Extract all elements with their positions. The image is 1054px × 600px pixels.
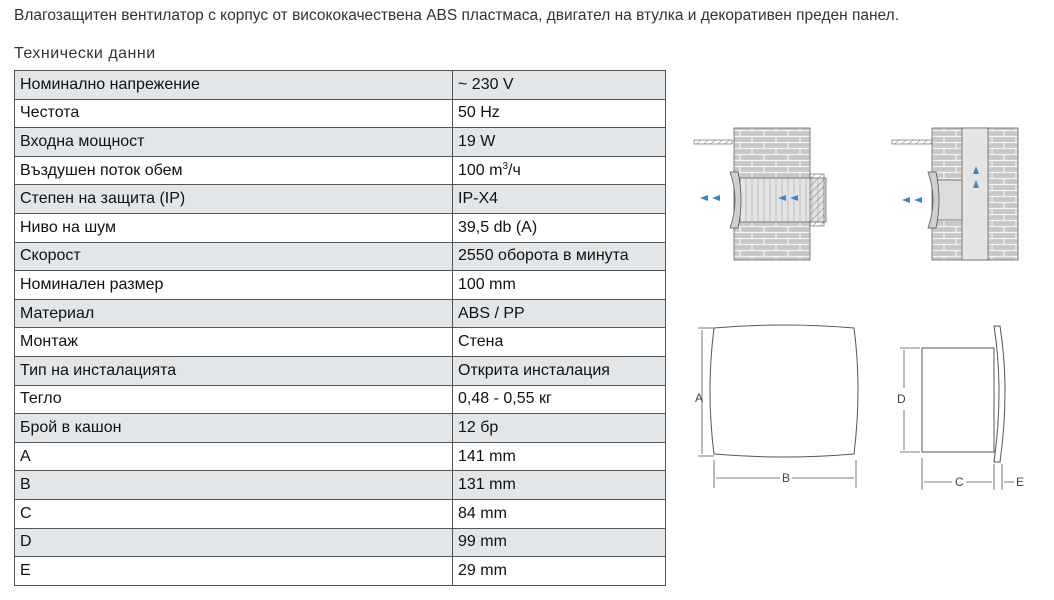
table-row [15,499,666,528]
spec-value: Стена [453,328,666,357]
spec-value: 0,48 - 0,55 кг [453,385,666,414]
spec-label: Честота [15,99,453,128]
table-row [15,471,666,500]
table-row [15,299,666,328]
spec-value [453,156,666,185]
dimension-label-b: B [782,471,791,485]
spec-value: ABS / PP [453,299,666,328]
spec-label: C [15,499,453,528]
spec-value: 141 mm [453,442,666,471]
specs-table [14,70,666,586]
spec-label: Номинален размер [15,271,453,300]
table-row [15,185,666,214]
dimension-label-e: E [1016,475,1025,489]
fan-body-side [922,348,994,452]
spec-label: B [15,471,453,500]
front-panel-side [994,326,1005,462]
spec-value: 19 W [453,128,666,157]
table-row [15,128,666,157]
spec-value: Открита инсталация [453,356,666,385]
fan-body [936,180,962,220]
fan-front-panel [928,172,939,228]
spec-label: D [15,528,453,557]
fan-front-panel [730,172,741,228]
spec-label: Входна мощност [15,128,453,157]
table-row [15,99,666,128]
spec-label: Степен на защита (IP) [15,185,453,214]
spec-label: Ниво на шум [15,213,453,242]
dimension-label-d: D [897,392,906,406]
spec-label: A [15,442,453,471]
spec-label: Брой в кашон [15,414,453,443]
installation-and-dimension-diagram [680,118,1040,498]
front-dimension-drawing [695,325,858,488]
ceiling-hatch [694,140,732,144]
table-row [15,271,666,300]
airflow-unit: /ч [508,161,521,179]
product-description: Влагозащитен вентилатор с корпус от висококачествена ABS пластмаса, двигател на втулка и декоративен преден панел. [14,7,900,24]
spec-label: Тип на инсталацията [15,356,453,385]
spec-value: IP-X4 [453,185,666,214]
table-row [15,213,666,242]
spec-label: Монтаж [15,328,453,357]
table-row [15,385,666,414]
ceiling-hatch [892,140,932,144]
spec-value: 131 mm [453,471,666,500]
shaft-mount-illustration [892,128,1018,260]
table-row [15,328,666,357]
airflow-value: 100 m [458,161,503,179]
airflow-exponent: 3 [502,160,509,172]
spec-label: Материал [15,299,453,328]
spec-value: 29 mm [453,557,666,586]
spec-value: 12 бр [453,414,666,443]
table-row [15,242,666,271]
front-panel-outline [710,325,858,457]
spec-label: Скорост [15,242,453,271]
table-row [15,414,666,443]
spec-label: E [15,557,453,586]
table-row [15,528,666,557]
table-row [15,71,666,100]
vertical-shaft [962,128,988,260]
section-title-technical-data: Технически данни [14,45,156,62]
spec-value: 2550 оборота в минута [453,242,666,271]
table-row [15,557,666,586]
dimension-label-a: A [695,391,704,405]
side-dimension-drawing [897,326,1024,490]
table-row [15,356,666,385]
dimension-label-c: C [955,475,964,489]
spec-label: Номинално напрежение [15,71,453,100]
outer-wall-hatch [810,174,824,226]
spec-value: 100 mm [453,271,666,300]
spec-label: Тегло [15,385,453,414]
spec-value: 50 Hz [453,99,666,128]
spec-value: 39,5 db (A) [453,213,666,242]
spec-label: Въздушен поток обем [15,156,453,185]
spec-value: 99 mm [453,528,666,557]
spec-value: 84 mm [453,499,666,528]
spec-value: ~ 230 V [453,71,666,100]
table-row [15,442,666,471]
wall-mount-illustration [694,128,826,260]
table-row [15,156,666,185]
